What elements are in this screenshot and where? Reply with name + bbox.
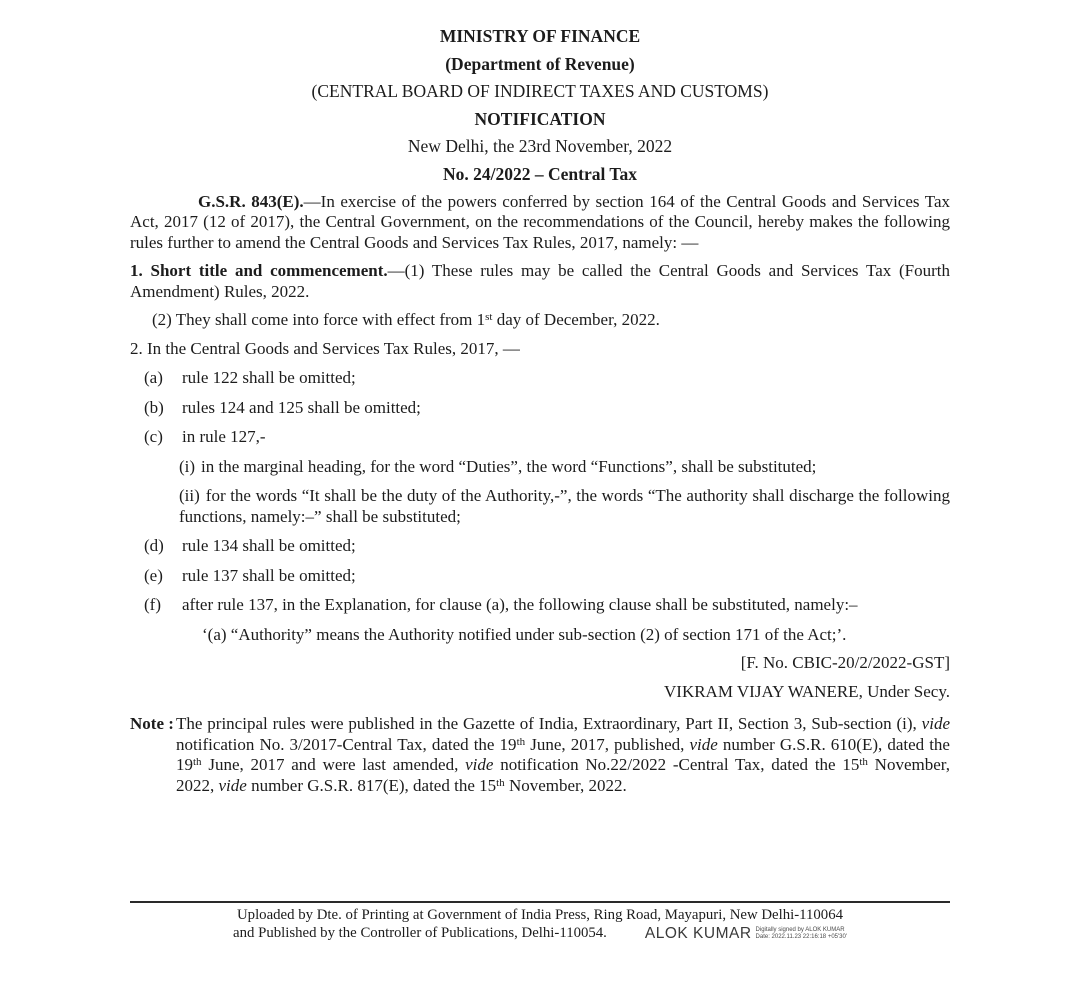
document-footer (130, 901, 950, 942)
footer-divider (130, 901, 950, 903)
board-subtitle: (CENTRAL BOARD OF INDIRECT TAXES AND CUSTOMS) (311, 81, 769, 101)
rule1-clause2-line (130, 310, 950, 331)
sub-item-c-i (179, 457, 950, 478)
sub-item-label: (i) (179, 456, 196, 476)
item-text: after rule 137, in the Explanation, for clause (a), the following clause shall be substituted, namely:– (182, 595, 858, 614)
note-vide-italic: vide (689, 734, 718, 754)
item-label: (a) (144, 368, 163, 387)
signature-detail-line2: Date: 2022.11.23 22:16:18 +05'30' (755, 933, 847, 940)
note-vide-italic: vide (921, 714, 950, 733)
amendment-item-b (130, 398, 950, 419)
rule1-paragraph (130, 261, 950, 302)
place-date-line: New Delhi, the 23rd November, 2022 (407, 136, 673, 156)
item-text: rules 124 and 125 shall be omitted; (182, 397, 421, 417)
note-body (176, 714, 950, 796)
rule2-intro: 2. In the Central Goods and Services Tax Rules, 2017, — (130, 338, 520, 358)
sub-item-label: (ii) (179, 486, 200, 505)
notification-heading: NOTIFICATION (474, 108, 606, 129)
opening-text: —In exercise of the powers conferred by section 164 of the Central Goods and Services Tax Act, 2017 (12 of 2017), the Central Government, on the recommendations of the Council, hereby makes the following rules further to amend the Central Goods and Services Tax Rules, 2017, namely: — (130, 191, 950, 252)
note-text: notification No.22/2022 -Central Tax, dated the 15 (493, 755, 860, 774)
ordinal-superscript: th (859, 756, 868, 769)
document-body (130, 192, 950, 797)
note-text: notification No. 3/2017-Central Tax, dated the 19 (176, 734, 517, 754)
footer-upload-line: Uploaded by Dte. of Printing at Government of India Press, Ring Road, Mayapuri, New Delhi-110064 (236, 907, 843, 923)
rule1-title: 1. Short title and commencement. (130, 261, 388, 280)
signature-name: ALOK KUMAR (644, 925, 752, 942)
document-header (130, 26, 950, 184)
department-subtitle: (Department of Revenue) (445, 53, 635, 74)
signatory-line: VIKRAM VIJAY WANERE, Under Secy. (664, 681, 950, 701)
note-text: June, 2017, published, (525, 734, 690, 754)
item-label: (b) (144, 397, 164, 417)
sub-item-text: in the marginal heading, for the word “Duties”, the word “Functions”, shall be substituted; (201, 456, 817, 476)
amendment-item-a (130, 368, 950, 389)
ordinal-superscript: th (193, 756, 202, 769)
item-label: (c) (144, 427, 163, 446)
note-label: Note : (130, 714, 174, 733)
footer-publish-line: and Published by the Controller of Publications, Delhi-110054. (233, 925, 607, 941)
signature-details (756, 927, 847, 941)
digital-signature-block (645, 925, 847, 942)
item-text: rule 137 shall be omitted; (182, 565, 356, 585)
sub-item-c-ii (179, 486, 950, 527)
signature-detail-line1: Digitally signed by ALOK KUMAR (755, 926, 845, 933)
ordinal-superscript: th (516, 735, 526, 748)
note-vide-italic: vide (465, 755, 494, 774)
opening-paragraph (130, 192, 950, 254)
note-text: November, 2022. (504, 775, 627, 795)
substituted-clause: ‘(a) “Authority” means the Authority notified under sub-section (2) of section 171 of the Act;’. (202, 624, 847, 644)
item-label: (d) (144, 536, 164, 555)
ordinal-superscript: th (496, 776, 505, 789)
note-text: November, 2022, (176, 755, 951, 795)
item-label: (f) (144, 595, 161, 614)
ministry-title: MINISTRY OF FINANCE (439, 26, 641, 46)
file-number-line: [F. No. CBIC-20/2/2022-GST] (740, 653, 950, 672)
clause2-text-end: day of December, 2022. (492, 310, 660, 329)
note-text: The principal rules were published in the Gazette of India, Extraordinary, Part II, Section 3, Sub-section (i), (176, 714, 922, 733)
ordinal-superscript: st (485, 311, 493, 324)
note-text: June, 2017 and were last amended, (201, 755, 466, 774)
note-text: number G.S.R. 817(E), dated the 15 (246, 775, 497, 795)
item-label: (e) (144, 565, 163, 585)
item-text: rule 122 shall be omitted; (182, 368, 356, 387)
amendment-item-d (130, 536, 950, 557)
amendment-item-f (130, 595, 950, 616)
notification-number: No. 24/2022 – Central Tax (443, 163, 637, 184)
amendment-item-e (130, 566, 950, 587)
item-text: in rule 127,- (182, 427, 266, 446)
footer-publish-row (130, 925, 950, 942)
item-text: rule 134 shall be omitted; (182, 536, 356, 555)
note-vide-italic: vide (218, 775, 247, 795)
note-block (130, 714, 950, 796)
rule1-clause1: —(1) These rules may be called the Central Goods and Services Tax (Fourth Amendment) Rules, 2022. (130, 261, 950, 301)
note-text: number G.S.R. 610(E), dated the 19 (176, 734, 950, 774)
sub-item-text: for the words “It shall be the duty of the Authority,-”, the words “The authority shall discharge the following functions, namely:–” shall be substituted; (179, 486, 950, 526)
amendment-item-c (130, 427, 950, 448)
gsr-number: G.S.R. 843(E). (198, 191, 304, 211)
clause2-text: (2) They shall come into force with effect from 1 (152, 310, 486, 329)
